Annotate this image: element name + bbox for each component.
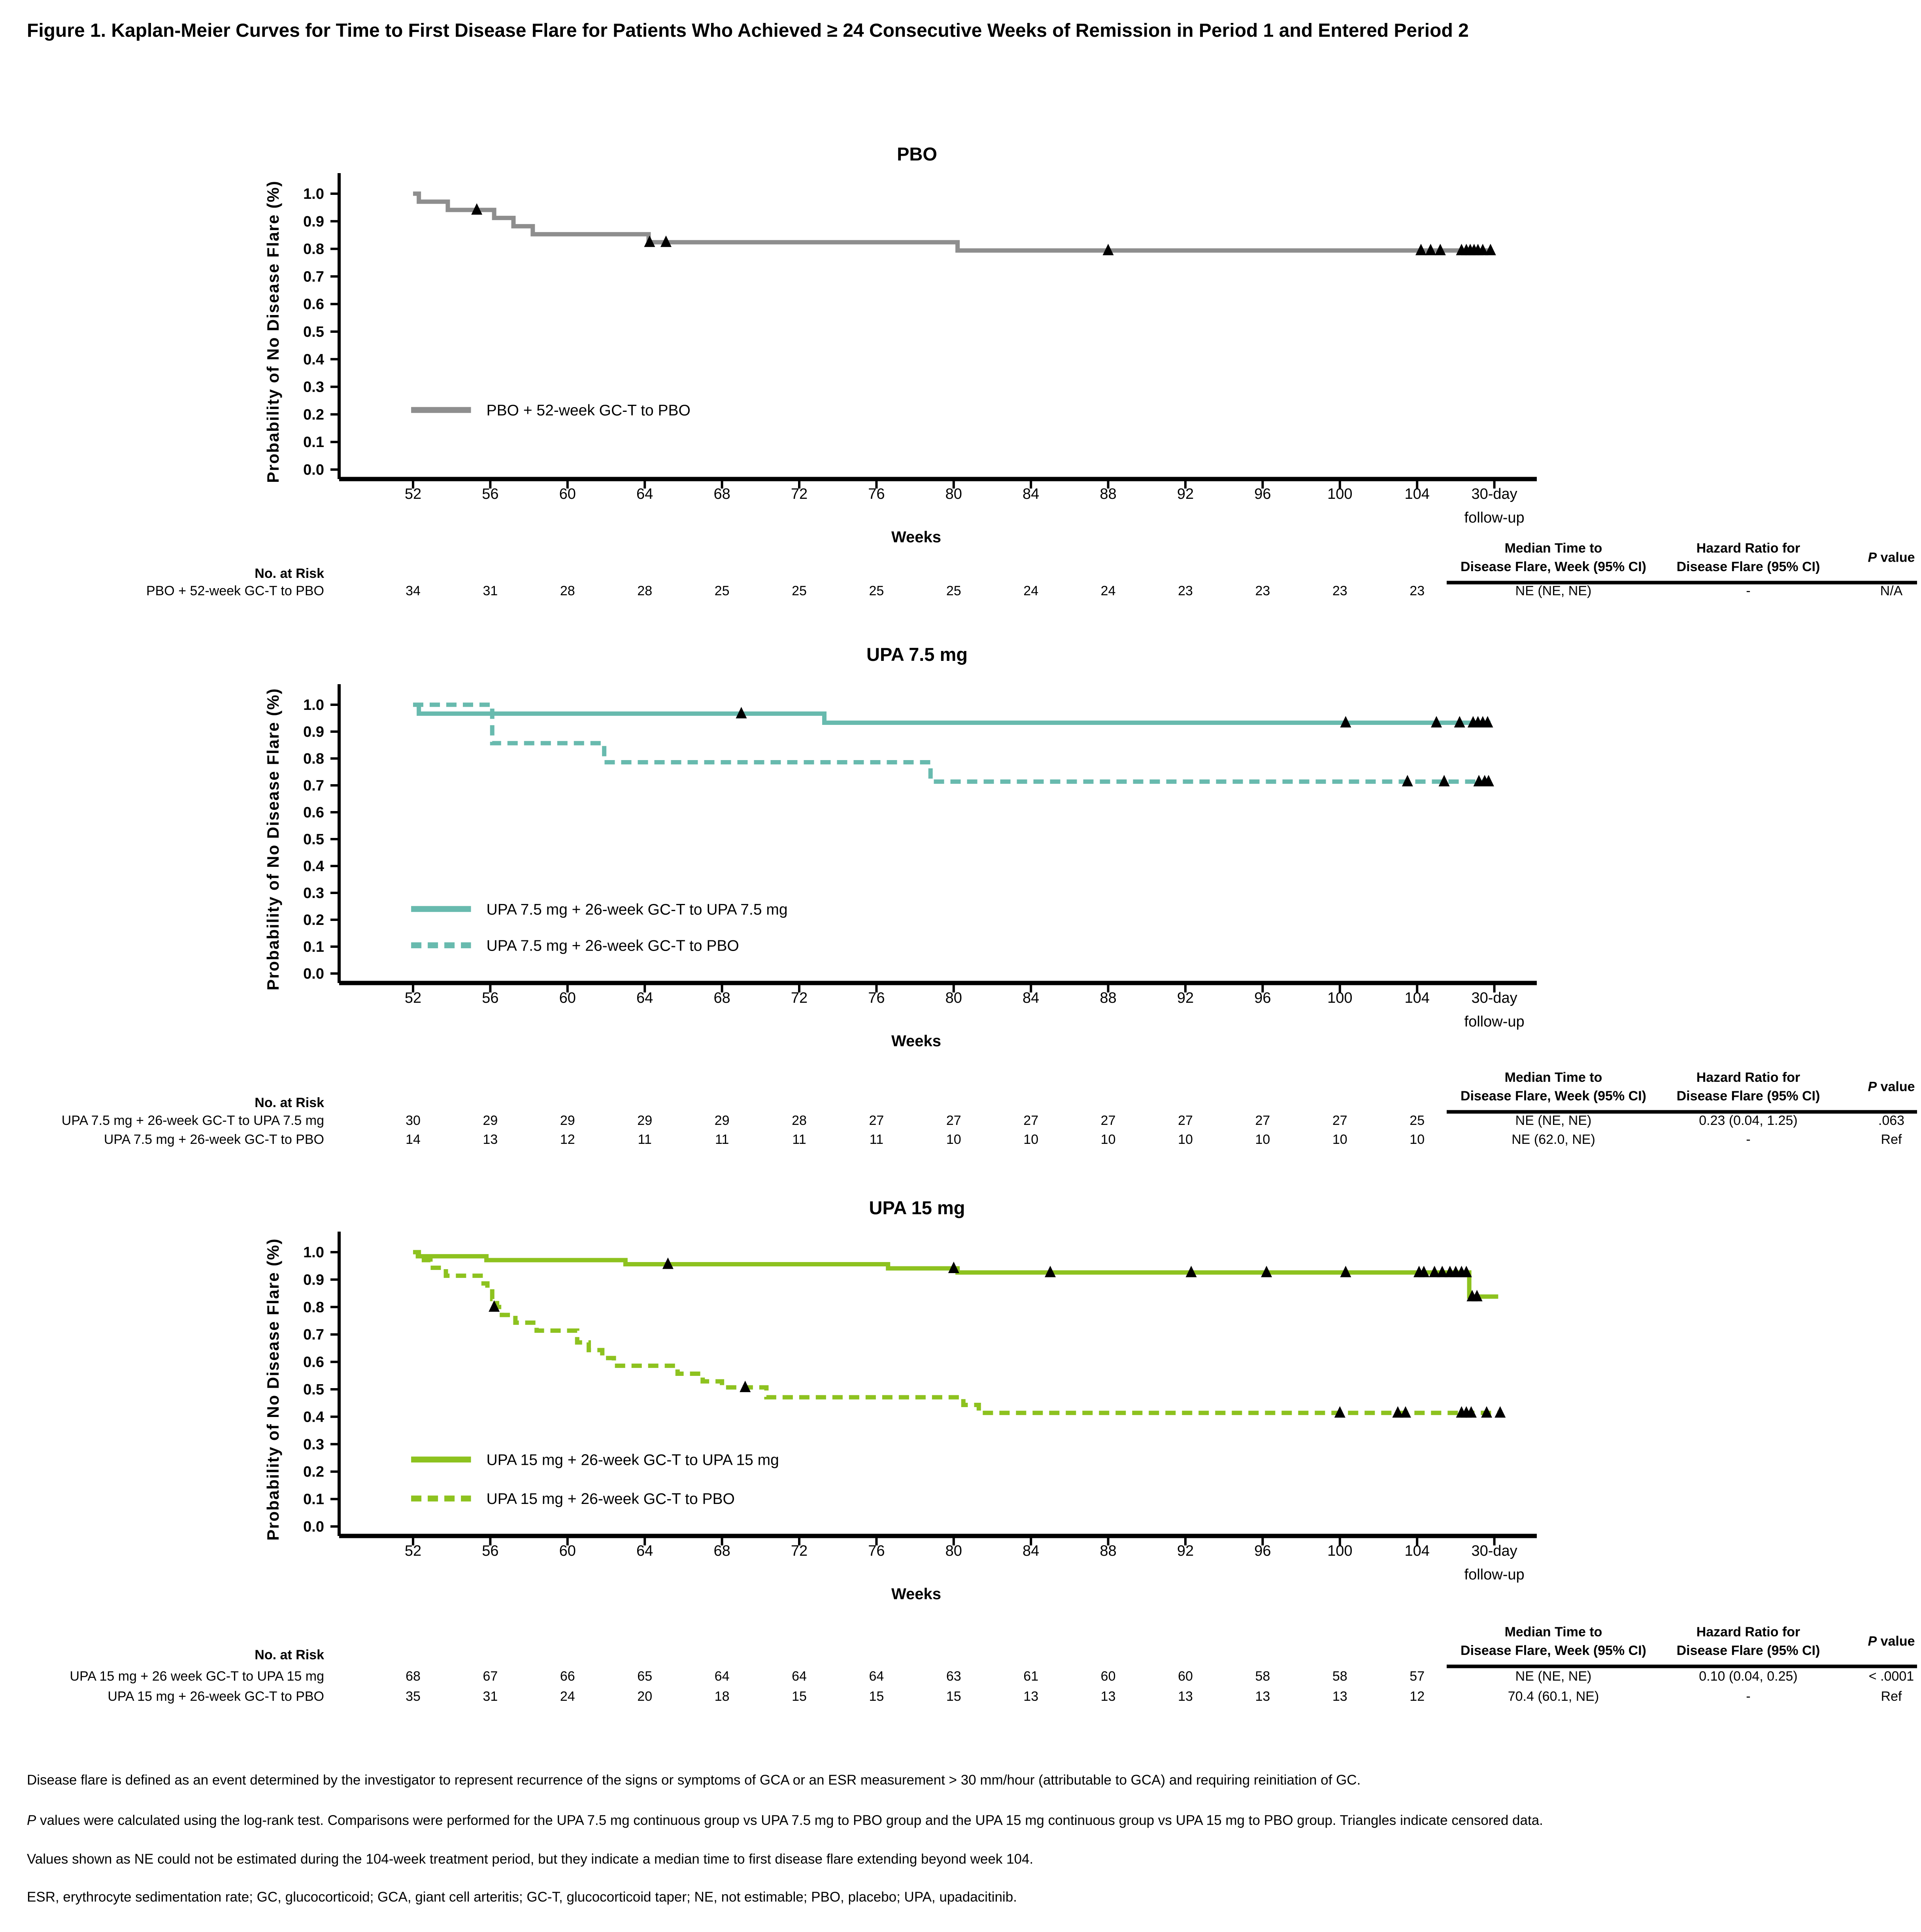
y-axis-title: Probability of No Disease Flare (%) xyxy=(264,688,282,991)
x-tick-label-30day: 30-day xyxy=(1471,990,1517,1006)
x-tick-label-followup: follow-up xyxy=(1464,1566,1525,1583)
x-tick-label: 100 xyxy=(1327,486,1353,502)
pvalue-header: P value xyxy=(1868,550,1915,565)
x-tick-label: 84 xyxy=(1023,1543,1040,1559)
median-time-value: NE (NE, NE) xyxy=(1515,1669,1592,1684)
y-tick-label: 0.4 xyxy=(303,1409,324,1426)
y-tick-label: 0.9 xyxy=(303,724,324,740)
x-tick-label: 72 xyxy=(791,990,808,1006)
y-tick-label: 0.0 xyxy=(303,462,324,478)
x-tick-label: 60 xyxy=(559,1543,576,1559)
x-tick-label: 60 xyxy=(559,990,576,1006)
risk-count: 13 xyxy=(1023,1689,1039,1704)
y-axis-title: Probability of No Disease Flare (%) xyxy=(264,1238,282,1541)
y-tick-label: 0.5 xyxy=(303,1381,324,1398)
y-tick-label: 0.3 xyxy=(303,885,324,902)
hazard-header-line1: Hazard Ratio for xyxy=(1696,1624,1800,1640)
risk-count: 29 xyxy=(483,1113,498,1128)
risk-count: 13 xyxy=(1178,1689,1193,1704)
risk-count: 11 xyxy=(792,1132,806,1147)
y-tick-label: 0.8 xyxy=(303,751,324,767)
x-tick-label: 68 xyxy=(713,486,730,502)
risk-count: 20 xyxy=(637,1689,653,1704)
x-tick-label: 68 xyxy=(713,1543,730,1559)
hazard-header-line1: Hazard Ratio for xyxy=(1696,1070,1800,1085)
risk-count: 28 xyxy=(560,583,575,598)
risk-count: 18 xyxy=(714,1689,730,1704)
x-tick-label: 72 xyxy=(791,486,808,502)
pvalue-header: P value xyxy=(1868,1079,1915,1094)
risk-count: 60 xyxy=(1178,1669,1193,1684)
footnote-pvalue-text: values were calculated using the log-rank test. Comparisons were performed for the UPA 7.5 mg continuous group vs UPA 7.5 mg to PBO group and the UPA 15 mg continuous group vs UPA 15 mg to PBO group. Triangles indicate censored data. xyxy=(36,1813,1543,1828)
median-header-line2: Disease Flare, Week (95% CI) xyxy=(1461,1643,1646,1658)
risk-count: 13 xyxy=(483,1132,498,1147)
y-tick-label: 0.2 xyxy=(303,912,324,928)
pvalue-value: N/A xyxy=(1880,583,1903,598)
risk-count: 58 xyxy=(1255,1669,1270,1684)
risk-count: 10 xyxy=(1178,1132,1193,1147)
risk-count: 15 xyxy=(946,1689,961,1704)
hazard-ratio-value: - xyxy=(1746,1689,1751,1704)
risk-count: 61 xyxy=(1023,1669,1039,1684)
y-tick-label: 0.7 xyxy=(303,777,324,794)
x-tick-label: 88 xyxy=(1100,990,1117,1006)
x-tick-label-followup: follow-up xyxy=(1464,509,1525,526)
y-tick-label: 0.7 xyxy=(303,1326,324,1343)
x-axis-title: Weeks xyxy=(891,528,942,546)
km-curve-2-1 xyxy=(413,1252,1500,1413)
x-axis-title: Weeks xyxy=(891,1585,942,1603)
x-tick-label: 76 xyxy=(868,486,885,502)
risk-count: 27 xyxy=(869,1113,884,1128)
y-tick-label: 1.0 xyxy=(303,186,324,202)
risk-count: 10 xyxy=(1023,1132,1039,1147)
risk-row-label: UPA 7.5 mg + 26-week GC-T to PBO xyxy=(104,1132,324,1147)
risk-count: 27 xyxy=(1023,1113,1039,1128)
figure-title: Figure 1. Kaplan-Meier Curves for Time to First Disease Flare for Patients Who Achieved ≥ 24 Consecutive Weeks of Remission in Period 1 and Entered Period 2 xyxy=(27,20,1469,41)
risk-count: 57 xyxy=(1410,1669,1425,1684)
risk-count: 29 xyxy=(560,1113,575,1128)
median-time-value: 70.4 (60.1, NE) xyxy=(1508,1689,1599,1704)
legend-label: UPA 15 mg + 26-week GC-T to PBO xyxy=(486,1491,735,1508)
censor-mark xyxy=(1495,1406,1506,1418)
risk-count: 25 xyxy=(1410,1113,1425,1128)
y-tick-label: 0.8 xyxy=(303,1299,324,1316)
legend-label: UPA 7.5 mg + 26-week GC-T to PBO xyxy=(486,937,739,955)
risk-count: 24 xyxy=(1023,583,1039,598)
risk-count: 10 xyxy=(1100,1132,1116,1147)
y-tick-label: 0.4 xyxy=(303,858,324,875)
risk-count: 27 xyxy=(1100,1113,1116,1128)
risk-count: 67 xyxy=(483,1669,498,1684)
x-axis-title: Weeks xyxy=(891,1032,942,1050)
x-tick-label: 64 xyxy=(636,486,653,502)
chart-title-pbo: PBO xyxy=(897,143,937,164)
risk-table-header: No. at Risk xyxy=(255,1095,324,1110)
x-tick-label: 80 xyxy=(945,1543,962,1559)
risk-count: 28 xyxy=(637,583,653,598)
y-tick-label: 0.9 xyxy=(303,213,324,230)
x-tick-label: 52 xyxy=(404,1543,422,1559)
chart-title-upa-15: UPA 15 mg xyxy=(869,1197,965,1218)
pvalue-header: P value xyxy=(1868,1634,1915,1649)
risk-count: 64 xyxy=(869,1669,884,1684)
x-tick-label: 84 xyxy=(1023,486,1040,502)
y-tick-label: 0.5 xyxy=(303,831,324,848)
risk-count: 23 xyxy=(1410,583,1425,598)
y-tick-label: 0.3 xyxy=(303,1436,324,1453)
risk-table-header: No. at Risk xyxy=(255,1647,324,1662)
risk-count: 11 xyxy=(638,1132,652,1147)
risk-count: 15 xyxy=(792,1689,807,1704)
km-curve-2-0 xyxy=(413,1252,1498,1296)
risk-count: 25 xyxy=(792,583,807,598)
hazard-header-line2: Disease Flare (95% CI) xyxy=(1676,559,1820,574)
x-tick-label: 60 xyxy=(559,486,576,502)
legend-label: PBO + 52-week GC-T to PBO xyxy=(486,402,691,419)
y-tick-label: 0.2 xyxy=(303,406,324,423)
risk-count: 34 xyxy=(406,583,421,598)
risk-count: 29 xyxy=(714,1113,730,1128)
chart-title-upa-7-5: UPA 7.5 mg xyxy=(866,644,968,665)
pvalue-value: Ref xyxy=(1881,1689,1902,1704)
x-tick-label: 72 xyxy=(791,1543,808,1559)
risk-count: 27 xyxy=(1178,1113,1193,1128)
x-tick-label: 52 xyxy=(404,486,422,502)
x-tick-label: 92 xyxy=(1177,486,1194,502)
pvalue-value: < .0001 xyxy=(1868,1669,1914,1684)
risk-count: 23 xyxy=(1332,583,1347,598)
hazard-header-line1: Hazard Ratio for xyxy=(1696,541,1800,556)
pvalue-value: Ref xyxy=(1881,1132,1902,1147)
x-tick-label: 80 xyxy=(945,486,962,502)
x-tick-label: 96 xyxy=(1254,990,1271,1006)
x-tick-label: 80 xyxy=(945,990,962,1006)
risk-count: 68 xyxy=(406,1669,421,1684)
x-tick-label-followup: follow-up xyxy=(1464,1013,1525,1030)
risk-count: 13 xyxy=(1332,1689,1347,1704)
x-tick-label: 96 xyxy=(1254,486,1271,502)
hazard-ratio-value: - xyxy=(1746,1132,1751,1147)
y-tick-label: 0.2 xyxy=(303,1464,324,1481)
risk-count: 23 xyxy=(1178,583,1193,598)
legend-label: UPA 7.5 mg + 26-week GC-T to UPA 7.5 mg xyxy=(486,901,788,918)
x-tick-label: 52 xyxy=(404,990,422,1006)
risk-count: 25 xyxy=(869,583,884,598)
median-time-value: NE (62.0, NE) xyxy=(1512,1132,1595,1147)
risk-count: 11 xyxy=(869,1132,884,1147)
y-tick-label: 0.7 xyxy=(303,268,324,285)
risk-count: 29 xyxy=(637,1113,653,1128)
y-tick-label: 0.1 xyxy=(303,939,324,955)
risk-count: 58 xyxy=(1332,1669,1347,1684)
risk-count: 14 xyxy=(406,1132,421,1147)
hazard-ratio-value: 0.10 (0.04, 0.25) xyxy=(1699,1669,1798,1684)
x-tick-label: 96 xyxy=(1254,1543,1271,1559)
risk-count: 11 xyxy=(715,1132,729,1147)
y-tick-label: 0.0 xyxy=(303,966,324,982)
y-tick-label: 0.0 xyxy=(303,1519,324,1535)
hazard-header-line2: Disease Flare (95% CI) xyxy=(1676,1643,1820,1658)
y-tick-label: 1.0 xyxy=(303,1244,324,1261)
x-tick-label: 76 xyxy=(868,990,885,1006)
y-tick-label: 0.6 xyxy=(303,804,324,821)
risk-count: 64 xyxy=(792,1669,807,1684)
x-tick-label: 88 xyxy=(1100,1543,1117,1559)
x-tick-label: 92 xyxy=(1177,1543,1194,1559)
risk-count: 15 xyxy=(869,1689,884,1704)
x-tick-label-30day: 30-day xyxy=(1471,486,1517,502)
y-tick-label: 0.1 xyxy=(303,434,324,451)
risk-count: 24 xyxy=(560,1689,575,1704)
y-tick-label: 0.1 xyxy=(303,1491,324,1508)
x-tick-label: 64 xyxy=(636,990,653,1006)
footnote-pvalue-method xyxy=(27,1812,1900,1829)
median-header-line1: Median Time to xyxy=(1504,1624,1602,1640)
risk-row-label: PBO + 52-week GC-T to PBO xyxy=(146,583,324,598)
risk-count: 63 xyxy=(946,1669,961,1684)
risk-row-label: UPA 7.5 mg + 26-week GC-T to UPA 7.5 mg xyxy=(61,1113,324,1128)
risk-count: 60 xyxy=(1100,1669,1116,1684)
x-tick-label: 104 xyxy=(1404,1543,1430,1559)
risk-count: 27 xyxy=(1332,1113,1347,1128)
footnote-disease-flare-definition: Disease flare is defined as an event determined by the investigator to represent recurrence of the signs or symptoms of GCA or an ESR measurement > 30 mm/hour (attributable to GCA) and requiring reinitiation of GC. xyxy=(27,1772,1361,1788)
risk-table-header: No. at Risk xyxy=(255,566,324,581)
y-tick-label: 0.4 xyxy=(303,351,324,368)
y-tick-label: 0.5 xyxy=(303,324,324,340)
risk-count: 65 xyxy=(637,1669,653,1684)
risk-count: 10 xyxy=(1255,1132,1270,1147)
footnote-italic-p: P xyxy=(27,1813,36,1828)
median-header-line1: Median Time to xyxy=(1504,541,1602,556)
y-tick-label: 0.6 xyxy=(303,1354,324,1371)
x-tick-label: 84 xyxy=(1023,990,1040,1006)
x-tick-label: 64 xyxy=(636,1543,653,1559)
x-tick-label: 100 xyxy=(1327,1543,1353,1559)
x-tick-label: 104 xyxy=(1404,486,1430,502)
risk-count: 64 xyxy=(714,1669,730,1684)
risk-count: 13 xyxy=(1255,1689,1270,1704)
y-tick-label: 0.3 xyxy=(303,379,324,396)
x-tick-label: 92 xyxy=(1177,990,1194,1006)
median-header-line2: Disease Flare, Week (95% CI) xyxy=(1461,1089,1646,1104)
x-tick-label: 56 xyxy=(482,990,499,1006)
risk-count: 31 xyxy=(483,583,498,598)
footnote-ne-values: Values shown as NE could not be estimated during the 104-week treatment period, but they indicate a median time to first disease flare extending beyond week 104. xyxy=(27,1851,1034,1867)
risk-count: 10 xyxy=(946,1132,961,1147)
risk-count: 27 xyxy=(1255,1113,1270,1128)
risk-row-label: UPA 15 mg + 26 week GC-T to UPA 15 mg xyxy=(70,1669,324,1684)
median-time-value: NE (NE, NE) xyxy=(1515,583,1592,598)
risk-count: 23 xyxy=(1255,583,1270,598)
x-tick-label: 56 xyxy=(482,486,499,502)
hazard-ratio-value: - xyxy=(1746,583,1751,598)
x-tick-label: 88 xyxy=(1100,486,1117,502)
pvalue-value: .063 xyxy=(1878,1113,1905,1128)
risk-count: 13 xyxy=(1100,1689,1116,1704)
risk-count: 66 xyxy=(560,1669,575,1684)
risk-count: 12 xyxy=(560,1132,575,1147)
risk-count: 10 xyxy=(1410,1132,1425,1147)
risk-count: 30 xyxy=(406,1113,421,1128)
risk-count: 24 xyxy=(1100,583,1116,598)
x-tick-label-30day: 30-day xyxy=(1471,1543,1517,1559)
y-axis-title: Probability of No Disease Flare (%) xyxy=(264,180,282,483)
legend-label: UPA 15 mg + 26-week GC-T to UPA 15 mg xyxy=(486,1451,779,1469)
risk-count: 10 xyxy=(1332,1132,1347,1147)
y-tick-label: 1.0 xyxy=(303,697,324,713)
x-tick-label: 100 xyxy=(1327,990,1353,1006)
footnote-abbreviations: ESR, erythrocyte sedimentation rate; GC, glucocorticoid; GCA, giant cell arteritis; GC-T, glucocorticoid taper; NE, not estimable; PBO, placebo; UPA, upadacitinib. xyxy=(27,1889,1017,1905)
median-header-line1: Median Time to xyxy=(1504,1070,1602,1085)
risk-count: 31 xyxy=(483,1689,498,1704)
median-header-line2: Disease Flare, Week (95% CI) xyxy=(1461,559,1646,574)
km-curve-0-0 xyxy=(413,194,1491,251)
x-tick-label: 104 xyxy=(1404,990,1430,1006)
y-tick-label: 0.8 xyxy=(303,241,324,258)
y-tick-label: 0.9 xyxy=(303,1272,324,1289)
risk-count: 25 xyxy=(714,583,730,598)
hazard-ratio-value: 0.23 (0.04, 1.25) xyxy=(1699,1113,1798,1128)
risk-count: 35 xyxy=(406,1689,421,1704)
x-tick-label: 76 xyxy=(868,1543,885,1559)
median-time-value: NE (NE, NE) xyxy=(1515,1113,1592,1128)
km-curve-1-1 xyxy=(413,705,1491,781)
risk-row-label: UPA 15 mg + 26-week GC-T to PBO xyxy=(108,1689,324,1704)
km-curve-1-0 xyxy=(413,705,1491,723)
risk-count: 25 xyxy=(946,583,961,598)
x-tick-label: 68 xyxy=(713,990,730,1006)
risk-count: 27 xyxy=(946,1113,961,1128)
x-tick-label: 56 xyxy=(482,1543,499,1559)
risk-count: 12 xyxy=(1410,1689,1425,1704)
y-tick-label: 0.6 xyxy=(303,296,324,313)
risk-count: 28 xyxy=(792,1113,807,1128)
hazard-header-line2: Disease Flare (95% CI) xyxy=(1676,1089,1820,1104)
